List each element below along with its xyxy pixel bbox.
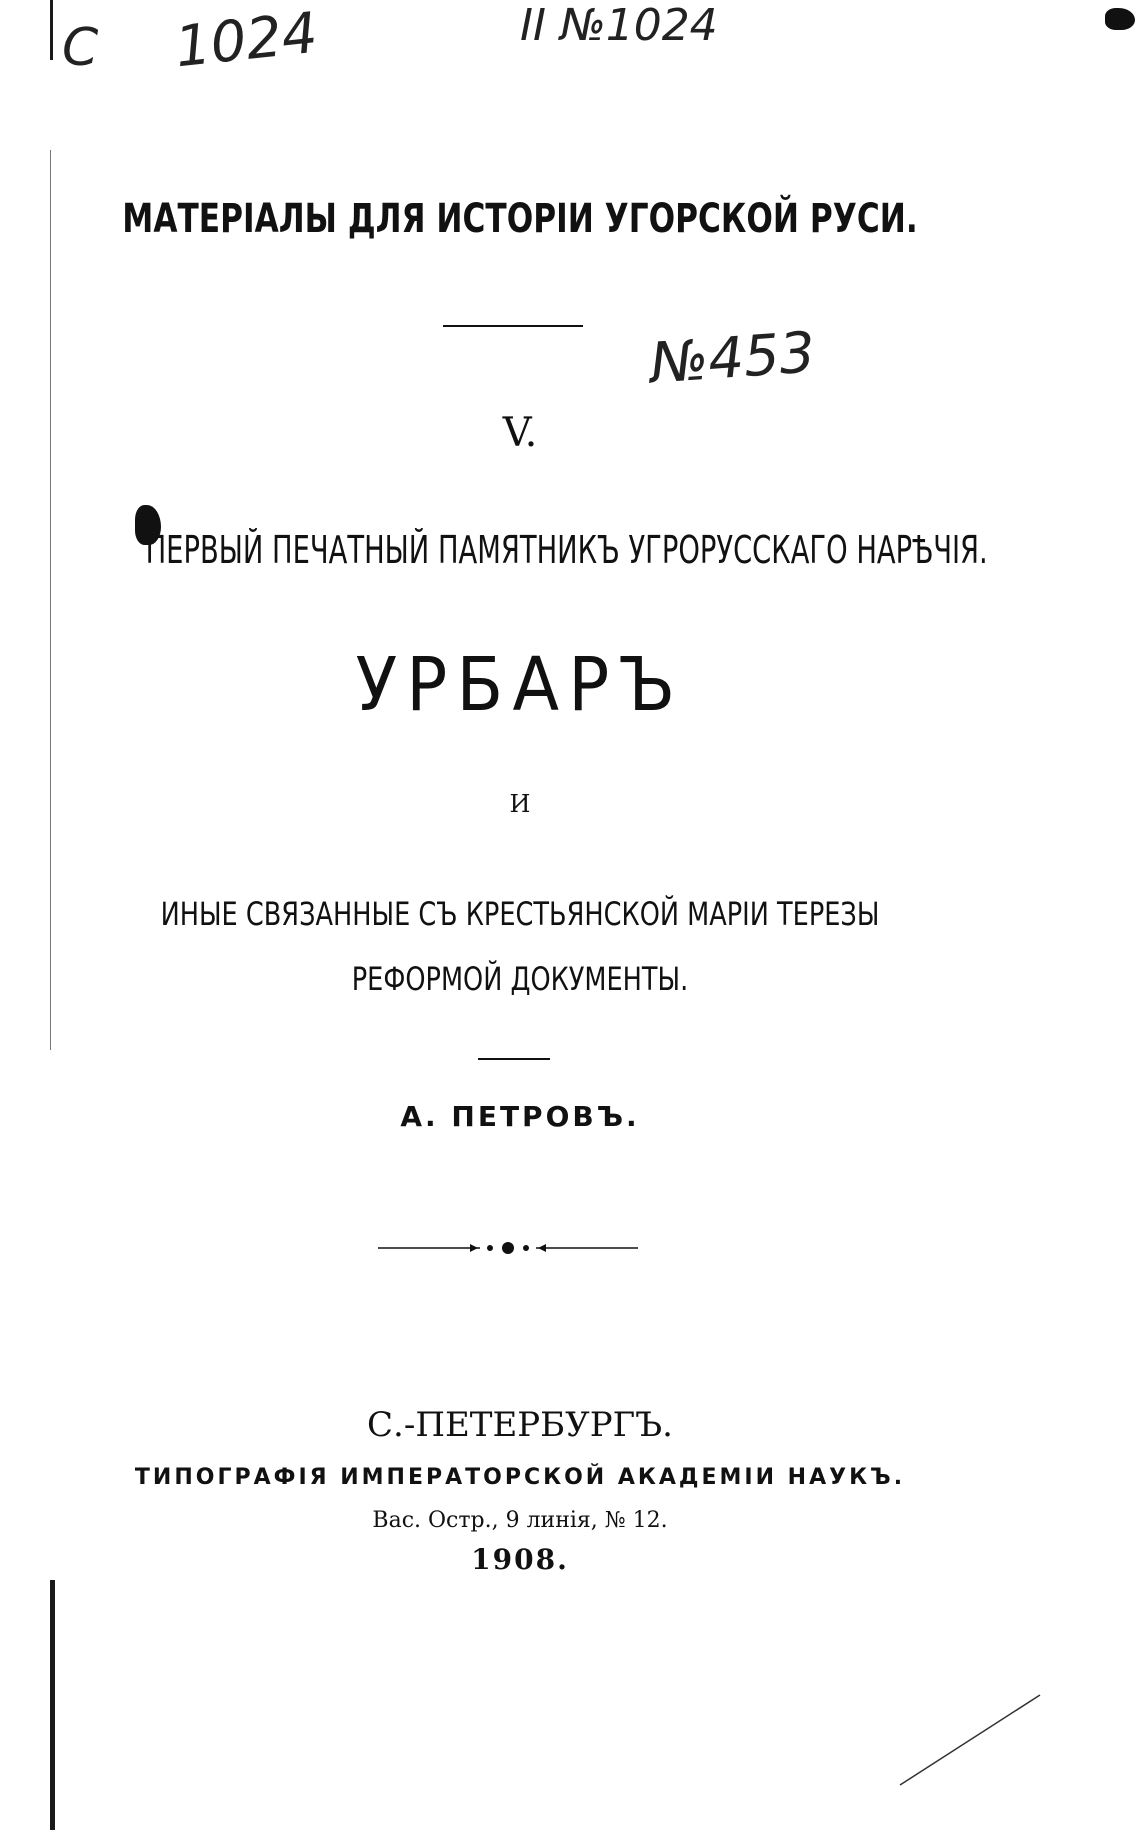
ornament-divider: [378, 1238, 638, 1258]
divider-rule-short: [478, 1058, 550, 1060]
author: А. ПЕТРОВЪ.: [400, 1100, 640, 1133]
handwritten-inventory: II №1024: [520, 0, 718, 51]
subtitle: ПЕРВЫЙ ПЕЧАТНЫЙ ПАМЯТНИКЪ УГРОРУССКАГО НАРѢЧІЯ.: [145, 528, 988, 572]
imprint-address: Вас. Остр., 9 линія, № 12.: [372, 1508, 668, 1533]
ink-blot: [1105, 8, 1135, 30]
description-line-2: РЕФОРМОЙ ДОКУМЕНТЫ.: [351, 960, 689, 998]
scan-edge-top: [50, 0, 53, 60]
stray-pencil-mark: [890, 1680, 1050, 1790]
volume-number: V.: [502, 410, 538, 456]
handwritten-shelf-mark: 1024: [171, 0, 321, 81]
handwritten-mark-c: C: [62, 18, 99, 78]
scan-edge-bottom: [50, 1580, 55, 1830]
conjunction: И: [509, 790, 531, 818]
series-title: МАТЕРІАЛЫ ДЛЯ ИСТОРІИ УГОРСКОЙ РУСИ.: [122, 196, 918, 242]
handwritten-number: №453: [647, 320, 818, 397]
divider-rule: [443, 325, 583, 327]
main-title: УРБАРЪ: [355, 642, 685, 728]
imprint-year: 1908.: [471, 1543, 569, 1576]
imprint-press: ТИПОГРАФІЯ ИМПЕРАТОРСКОЙ АКАДЕМІИ НАУКЪ.: [134, 1465, 906, 1490]
description-line-1: ИНЫЕ СВЯЗАННЫЕ СЪ КРЕСТЬЯНСКОЙ МАРІИ ТЕРЕЗЫ: [160, 895, 880, 933]
scan-edge-middle: [50, 150, 51, 1050]
imprint-city: С.-ПЕТЕРБУРГЪ.: [367, 1405, 673, 1445]
